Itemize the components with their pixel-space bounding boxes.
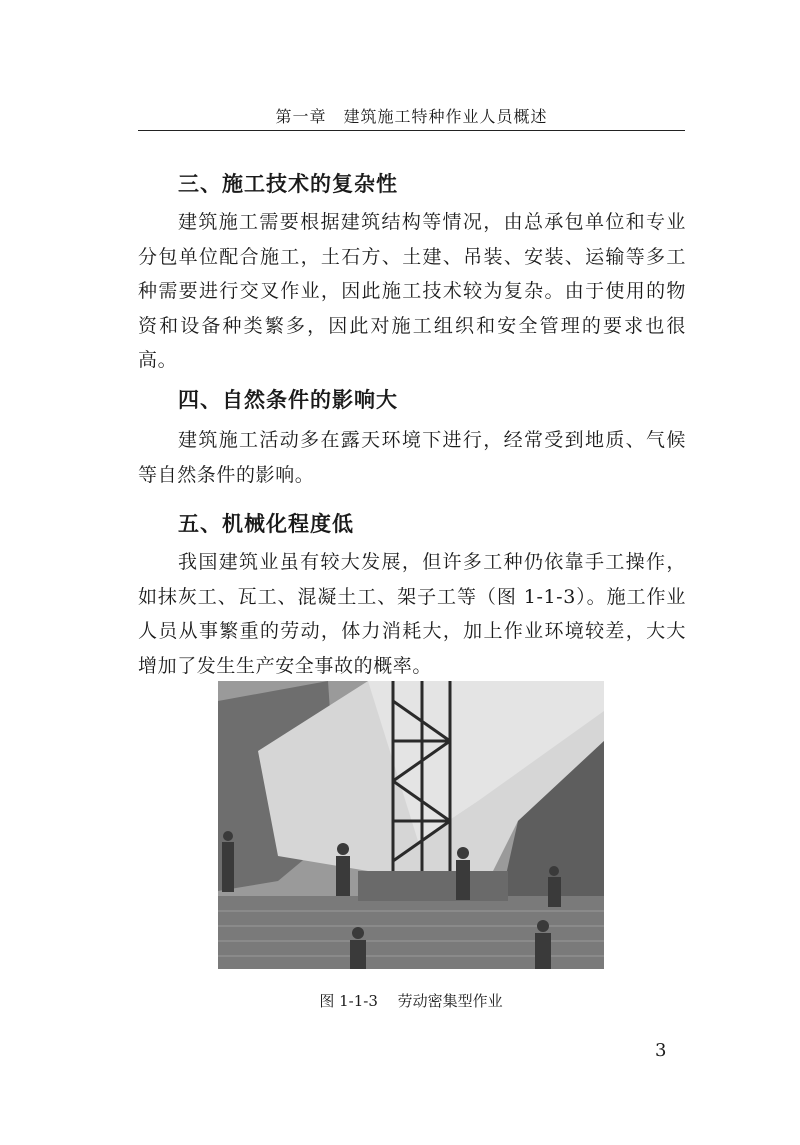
paragraph-5: 我国建筑业虽有较大发展，但许多工种仍依靠手工操作，如抹灰工、瓦工、混凝土工、架子工等（图 1-1-3）。施工作业人员从事繁重的劳动，体力消耗大，加上作业环境较差，大大增加了发生生产安全事故的概率。 [138,551,686,677]
section-heading-3: 三、施工技术的复杂性 [178,172,398,196]
section-heading-5: 五、机械化程度低 [178,512,354,536]
running-header [138,96,685,131]
paragraph-4: 建筑施工活动多在露天环境下进行，经常受到地质、气候等自然条件的影响。 [138,429,686,486]
page-number: 3 [655,1040,667,1061]
figure-caption: 图 1-1-3 劳动密集型作业 [319,992,503,1010]
construction-site-photo [218,681,604,969]
chapter-title: 第一章 建筑施工特种作业人员概述 [275,107,548,126]
section-heading-4: 四、自然条件的影响大 [178,388,398,412]
paragraph-3: 建筑施工需要根据建筑结构等情况，由总承包单位和专业分包单位配合施工，土石方、土建、吊装、安装、运输等多工种需要进行交叉作业，因此施工技术较为复杂。由于使用的物资和设备种类繁多，因此对施工组织和安全管理的要求也很高。 [138,211,686,371]
